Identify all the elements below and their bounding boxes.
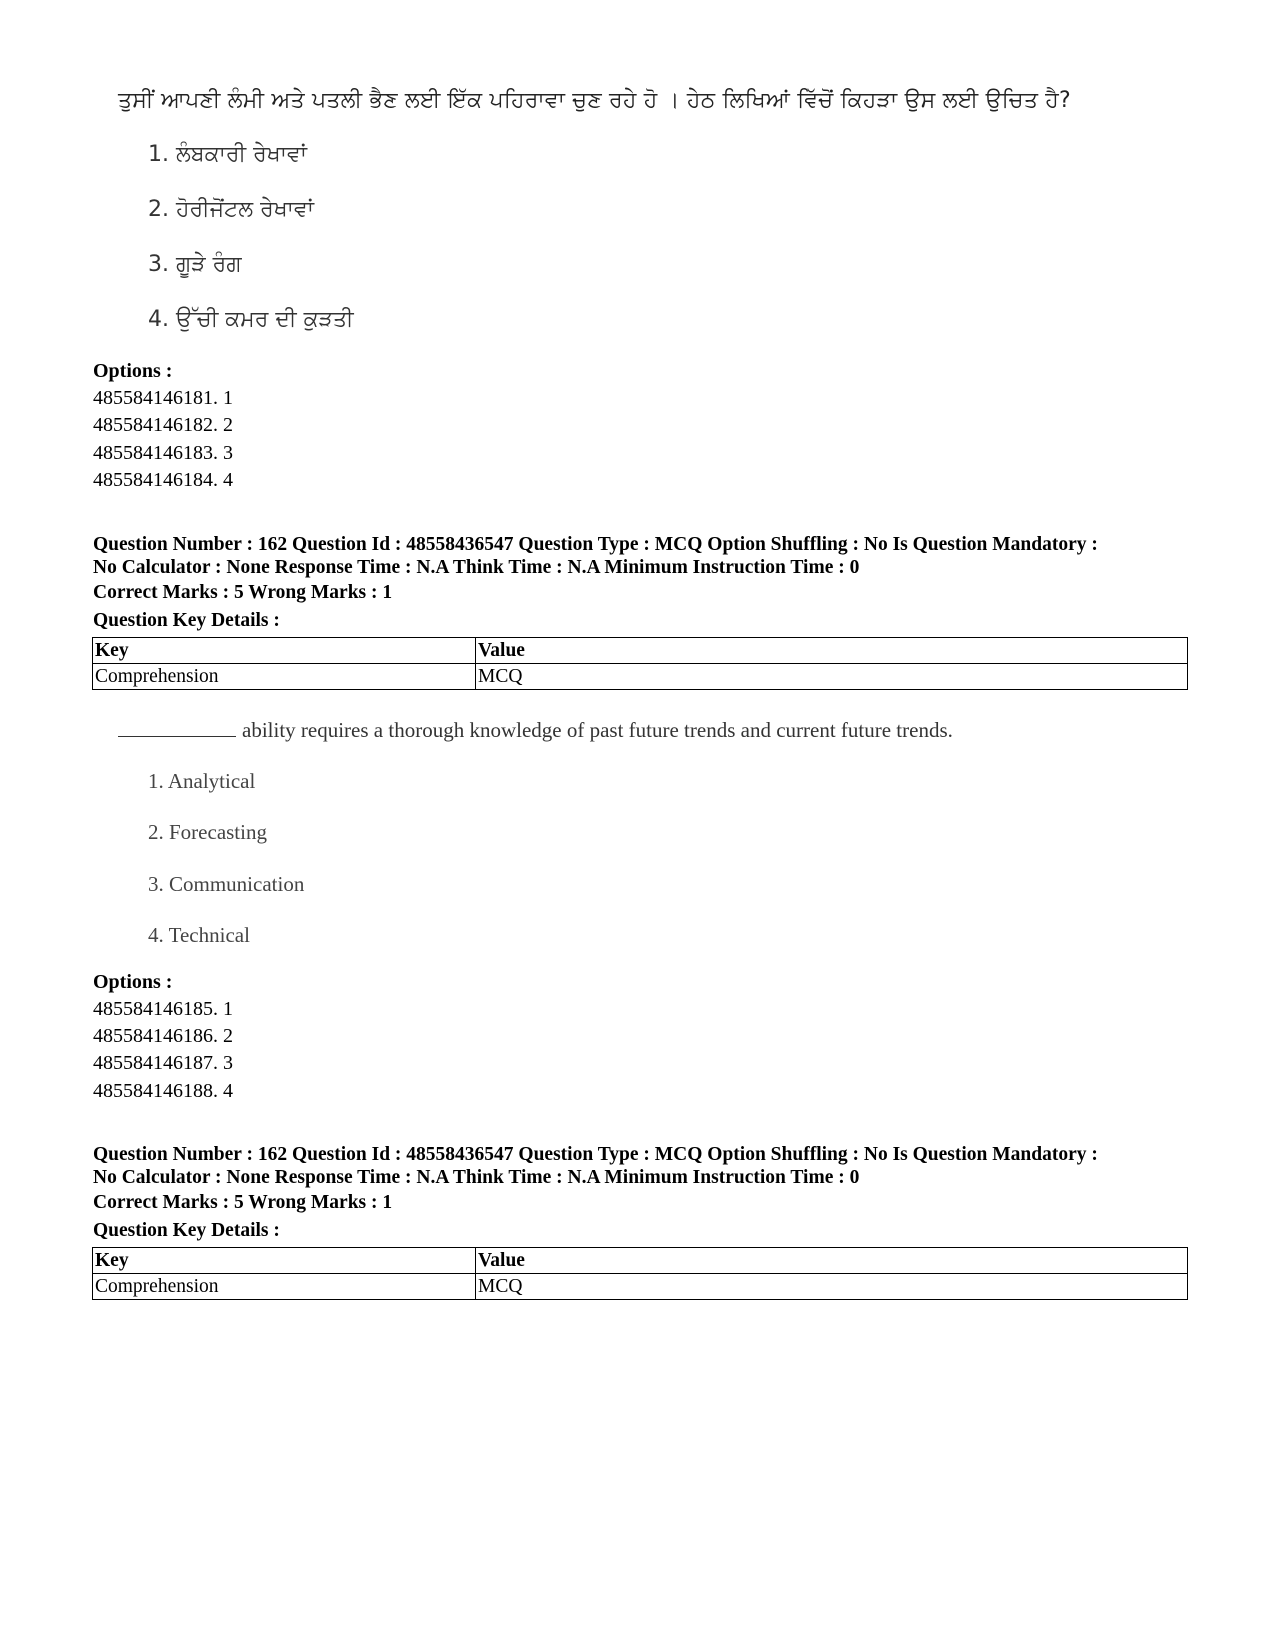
option-line: 485584146187. 3: [93, 1052, 233, 1074]
marks-line: Correct Marks : 5 Wrong Marks : 1: [93, 1192, 393, 1213]
metadata-line-2: No Calculator : None Response Time : N.A Think Time : N.A Minimum Instruction Time : 0: [93, 1167, 860, 1188]
option-line: 485584146182. 2: [93, 414, 233, 436]
options-heading: Options :: [93, 971, 173, 993]
metadata-line-1: Question Number : 162 Question Id : 48558436547 Question Type : MCQ Option Shuffling : No Is Question Mandatory :: [93, 534, 1098, 555]
question-1-choice-4: 4. ਉੱਚੀ ਕਮਰ ਦੀ ਕੁੜਤੀ: [148, 307, 354, 332]
question-1-choice-2: 2. ਹੋਰੀਜੋਂਟਲ ਰੇਖਾਵਾਂ: [148, 197, 314, 222]
table-header-value: Value: [476, 1248, 1188, 1274]
question-2-choice-3: 3. Communication: [148, 872, 305, 896]
question-metadata: [93, 1143, 1213, 1189]
table-header-row: [93, 638, 1188, 664]
question-2-choice-4: 4. Technical: [148, 923, 250, 947]
table-cell-value: MCQ: [476, 1274, 1188, 1300]
table-header-value: Value: [476, 638, 1188, 664]
marks-line: Correct Marks : 5 Wrong Marks : 1: [93, 582, 393, 603]
table-header-key: Key: [93, 638, 476, 664]
question-2-choice-1: 1. Analytical: [148, 769, 256, 793]
metadata-line-2: No Calculator : None Response Time : N.A Think Time : N.A Minimum Instruction Time : 0: [93, 557, 860, 578]
question-2-stem: [118, 718, 953, 743]
option-line: 485584146186. 2: [93, 1025, 233, 1047]
table-row: [93, 664, 1188, 690]
question-metadata: [93, 533, 1213, 579]
table-header-key: Key: [93, 1248, 476, 1274]
key-details-heading: Question Key Details :: [93, 610, 280, 631]
table-cell-key: Comprehension: [93, 664, 476, 690]
question-1-choice-3: 3. ਗੂੜੇ ਰੰਗ: [148, 252, 242, 277]
option-line: 485584146184. 4: [93, 469, 233, 491]
option-line: 485584146188. 4: [93, 1080, 233, 1102]
question-2-choice-2: 2. Forecasting: [148, 820, 267, 844]
option-line: 485584146185. 1: [93, 998, 233, 1020]
blank-line: [118, 722, 236, 737]
options-heading: Options :: [93, 360, 173, 382]
key-details-table: [92, 1247, 1188, 1300]
option-line: 485584146183. 3: [93, 442, 233, 464]
metadata-line-1: Question Number : 162 Question Id : 48558436547 Question Type : MCQ Option Shuffling : No Is Question Mandatory :: [93, 1144, 1098, 1165]
key-details-table: [92, 637, 1188, 690]
key-details-heading: Question Key Details :: [93, 1220, 280, 1241]
question-2-stem-text: ability requires a thorough knowledge of past future trends and current future trends.: [242, 718, 953, 742]
table-cell-value: MCQ: [476, 664, 1188, 690]
question-1-choice-1: 1. ਲੰਬਕਾਰੀ ਰੇਖਾਵਾਂ: [148, 142, 308, 167]
option-line: 485584146181. 1: [93, 387, 233, 409]
table-cell-key: Comprehension: [93, 1274, 476, 1300]
table-header-row: [93, 1248, 1188, 1274]
table-row: [93, 1274, 1188, 1300]
question-1-stem: ਤੁਸੀਂ ਆਪਣੀ ਲੰਮੀ ਅਤੇ ਪਤਲੀ ਭੈਣ ਲਈ ਇੱਕ ਪਹਿਰਾਵਾ ਚੁਣ ਰਹੇ ਹੋ । ਹੇਠ ਲਿਖਿਆਂ ਵਿੱਚੋਂ ਕਿਹੜਾ ਉਸ ਲਈ ਉਚਿਤ ਹੈ?: [118, 88, 1071, 113]
